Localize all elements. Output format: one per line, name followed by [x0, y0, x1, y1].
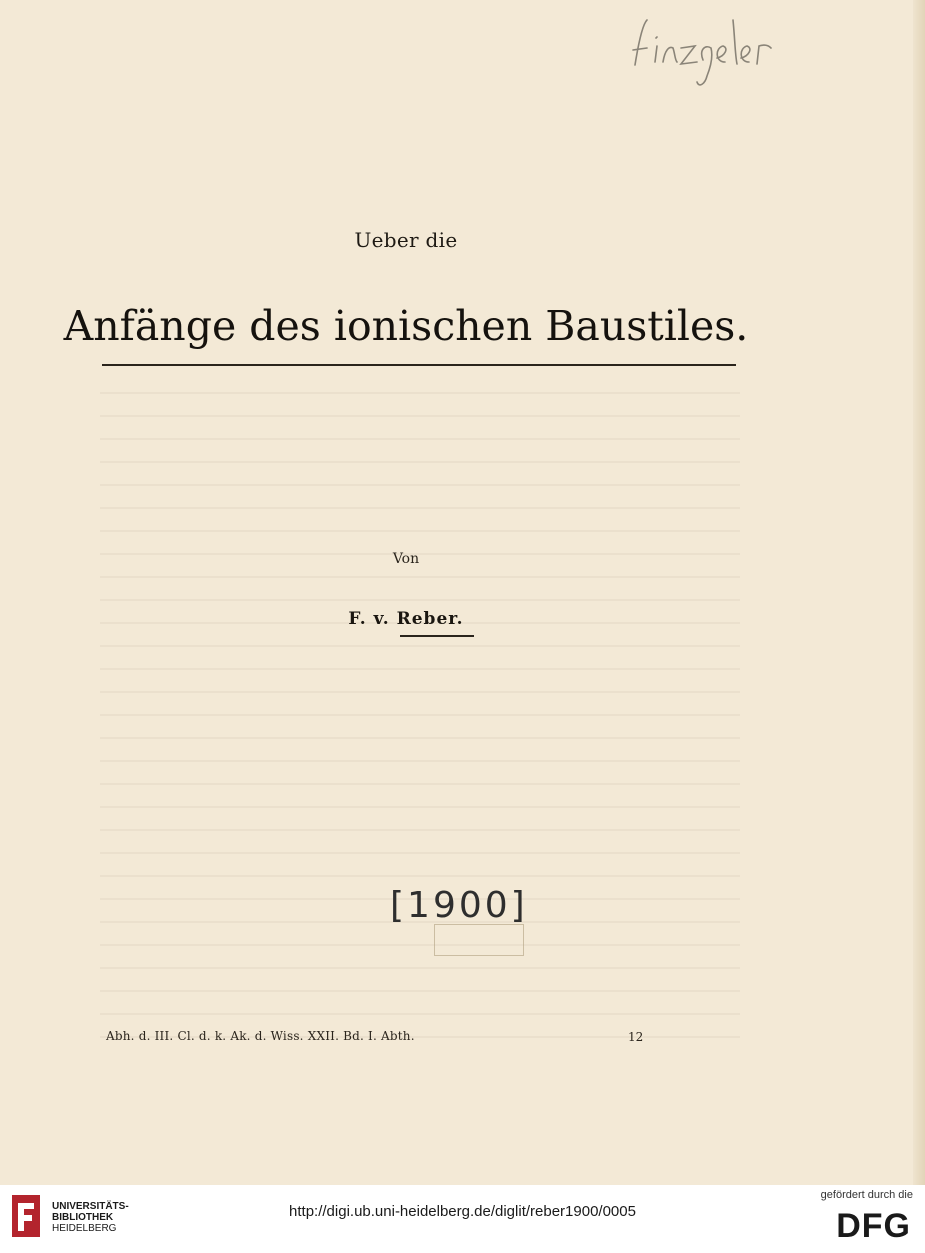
by-label: Von: [392, 551, 420, 567]
library-stamp: [434, 924, 524, 956]
page-edge: [913, 0, 925, 1185]
footer-reference: Abh. d. III. Cl. d. k. Ak. d. Wiss. XXII. Bd. I. Abth.: [106, 1029, 415, 1043]
title-rule: [102, 364, 736, 366]
page-title: Anfänge des ionischen Baustiles.: [63, 302, 749, 350]
institution-line: HEIDELBERG: [52, 1223, 117, 1234]
viewer-footer-bar: [0, 1185, 925, 1253]
author-rule: [400, 635, 474, 637]
show-through-texture: [100, 378, 740, 1038]
author-name: F. v. Reber.: [348, 609, 464, 629]
pencil-date: [1900]: [390, 885, 528, 926]
page-number: 12: [628, 1030, 644, 1044]
institution-line: BIBLIOTHEK: [52, 1212, 114, 1223]
institution-line: UNIVERSITÄTS-: [52, 1201, 129, 1212]
subtitle: Ueber die: [354, 228, 458, 252]
funding-label: gefördert durch die: [820, 1189, 913, 1201]
dfg-logo: DFG: [836, 1207, 911, 1245]
handwritten-note: [625, 10, 825, 90]
document-url[interactable]: http://digi.ub.uni-heidelberg.de/diglit/reber1900/0005: [289, 1203, 636, 1220]
